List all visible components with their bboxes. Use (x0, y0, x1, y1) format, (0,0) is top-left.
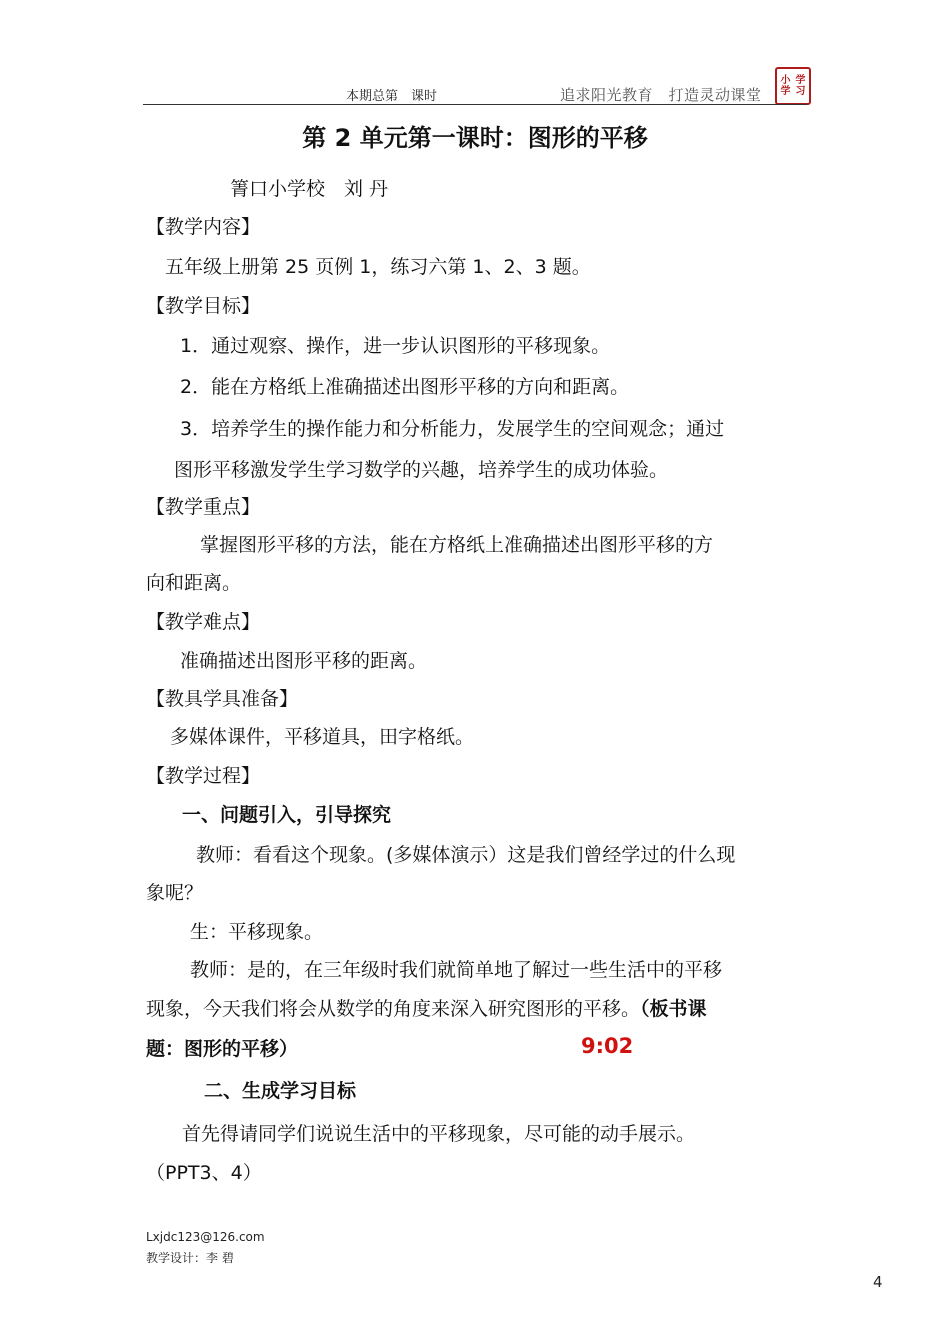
goals-heading: 【教学目标】 (146, 295, 261, 317)
page-number: 4 (873, 1273, 883, 1291)
seal-char: 习 (795, 86, 806, 97)
school-seal-logo (775, 67, 811, 105)
step-2-line-2: （PPT3、4） (146, 1162, 262, 1184)
teacher-1-line-2: 象呢？ (146, 882, 204, 904)
author-line: 箐口小学校 刘 丹 (230, 178, 389, 200)
goal-2: 2．能在方格纸上准确描述出图形平移的方向和距离。 (180, 376, 630, 398)
key-line-1: 掌握图形平移的方法，能在方格纸上准确描述出图形平移的方 (200, 534, 714, 556)
footer-email: Lxjdc123@126.com (146, 1230, 265, 1244)
teacher-2-line-1: 教师：是的，在三年级时我们就简单地了解过一些生活中的平移 (190, 959, 723, 981)
time-note: 9:02 (581, 1034, 634, 1058)
teacher-2-line-2 (146, 994, 707, 1021)
content-text: 五年级上册第 25 页例 1，练习六第 1、2、3 题。 (165, 256, 591, 278)
header-slogan: 追求阳光教育 打造灵动课堂 (560, 86, 762, 104)
step-1-heading: 一、问题引入，引导探究 (182, 804, 392, 826)
goal-3-line-1: 3．培养学生的操作能力和分析能力，发展学生的空间观念；通过 (180, 418, 725, 440)
goal-3-line-2: 图形平移激发学生学习数学的兴趣，培养学生的成功体验。 (174, 459, 669, 481)
student-1: 生：平移现象。 (190, 921, 324, 943)
tools-text: 多媒体课件，平移道具，田字格纸。 (170, 726, 475, 748)
seal-char: 学 (780, 86, 791, 97)
difficult-text: 准确描述出图形平移的距离。 (180, 650, 428, 672)
step-2-heading: 二、生成学习目标 (204, 1080, 357, 1102)
step-2-line-1: 首先得请同学们说说生活中的平移现象，尽可能的动手展示。 (182, 1123, 696, 1145)
goal-1: 1．通过观察、操作，进一步认识图形的平移现象。 (180, 335, 611, 357)
key-line-2: 向和距离。 (146, 572, 242, 594)
key-heading: 【教学重点】 (146, 496, 261, 518)
document-title: 第 2 单元第一课时：图形的平移 (302, 124, 648, 152)
teacher-2-line-2-bold: （板书课 (640, 998, 707, 1020)
footer-designer: 教学设计：李 碧 (146, 1251, 234, 1265)
difficult-heading: 【教学难点】 (146, 611, 261, 633)
header-lesson-count: 本期总第 课时 (346, 89, 438, 104)
header-divider (143, 104, 807, 105)
seal-char: 小 (780, 75, 791, 86)
teacher-2-line-2-plain: 现象，今天我们将会从数学的角度来深入研究图形的平移。 (146, 998, 641, 1020)
seal-char: 学 (795, 75, 806, 86)
content-heading: 【教学内容】 (146, 216, 261, 238)
teacher-1-line-1: 教师：看看这个现象。(多媒体演示）这是我们曾经学过的什么现 (196, 844, 736, 866)
process-heading: 【教学过程】 (146, 765, 261, 787)
tools-heading: 【教具学具准备】 (146, 688, 299, 710)
teacher-2-line-3: 题：图形的平移） (146, 1038, 299, 1060)
